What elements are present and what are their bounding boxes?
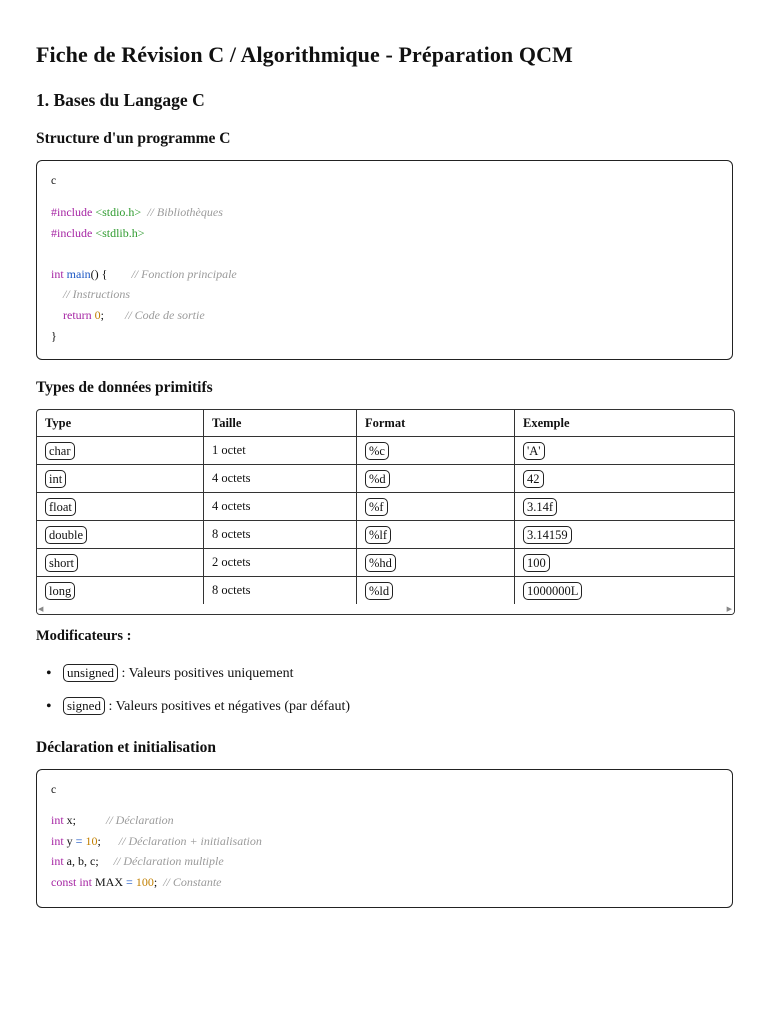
code-token: const [51, 874, 77, 889]
code-comment: // Fonction principale [131, 266, 237, 281]
code-content [51, 810, 262, 892]
inline-code: %d [365, 470, 390, 488]
list-item [46, 664, 350, 697]
table-cell [37, 437, 204, 465]
table-cell: 8 octets [204, 521, 357, 549]
inline-code: 100 [523, 554, 550, 572]
table-cell [515, 465, 735, 493]
code-comment: // Constante [163, 874, 222, 889]
code-token: x; [63, 813, 77, 827]
column-header: Taille [204, 410, 357, 437]
code-comment: // Déclaration multiple [113, 854, 224, 869]
code-comment: // Déclaration [106, 813, 174, 827]
code-token: y [63, 833, 76, 848]
table-cell [37, 465, 204, 493]
table-cell: 2 octets [204, 549, 357, 577]
modifiers-heading: Modificateurs : [36, 628, 132, 644]
table-cell: 1 octet [204, 437, 357, 465]
table-cell [515, 549, 735, 577]
code-token: ; [97, 833, 101, 848]
table-cell [515, 521, 735, 549]
code-token: 10 [82, 833, 98, 848]
table-cell [37, 493, 204, 521]
list-item [46, 697, 350, 730]
table-cell: 4 octets [204, 465, 357, 493]
code-token: main [66, 266, 91, 281]
table-cell [515, 577, 735, 605]
code-token: = [126, 874, 133, 889]
code-content [51, 202, 237, 346]
table-cell [515, 437, 735, 465]
code-token: <stdio.h> [95, 205, 142, 219]
inline-code: %lf [365, 526, 391, 544]
code-token: int [51, 854, 64, 869]
code-token: #include [51, 225, 93, 240]
code-comment: // Bibliothèques [147, 205, 223, 219]
inline-code: 3.14159 [523, 526, 572, 544]
inline-code: float [45, 498, 76, 516]
table-cell [357, 521, 515, 549]
code-language-label: c [51, 175, 57, 187]
inline-code: double [45, 526, 87, 544]
subheading-structure: Structure d'un programme C [36, 130, 231, 147]
code-token: 100 [132, 874, 154, 889]
subheading-types: Types de données primitifs [36, 379, 213, 396]
code-comment: // Déclaration + initialisation [118, 833, 262, 848]
scroll-left-icon[interactable]: ◀ [38, 605, 44, 613]
page-title: Fiche de Révision C / Algorithmique - Préparation QCM [36, 42, 573, 67]
inline-code: 1000000L [523, 582, 582, 600]
code-token: int [51, 813, 64, 827]
code-token: ; [153, 874, 158, 889]
inline-code: signed [63, 697, 105, 715]
code-token: = [75, 833, 83, 848]
inline-code: %f [365, 498, 388, 516]
inline-code: %ld [365, 582, 393, 600]
column-header: Format [357, 410, 515, 437]
list-item-text: : Valeurs positives et négatives (par défaut) [104, 699, 351, 714]
code-token: ; [100, 307, 104, 322]
table-cell [37, 577, 204, 605]
code-token: int [51, 833, 64, 848]
code-token: return [63, 307, 92, 322]
inline-code: long [45, 582, 75, 600]
inline-code: short [45, 554, 78, 572]
inline-code: %c [365, 442, 389, 460]
inline-code: 3.14f [523, 498, 557, 516]
code-comment: // Code de sortie [125, 307, 205, 322]
inline-code: %hd [365, 554, 396, 572]
table-cell [357, 549, 515, 577]
section-heading-bases: 1. Bases du Langage C [36, 90, 205, 110]
table-cell [515, 493, 735, 521]
table-cell [37, 549, 204, 577]
code-block-declaration [36, 769, 733, 908]
table-row [37, 437, 734, 465]
code-token: } [51, 328, 57, 343]
code-token: () { [90, 266, 108, 281]
code-comment: // Instructions [63, 287, 131, 302]
table-cell: 8 octets [204, 577, 357, 605]
code-token: 0 [94, 307, 101, 322]
code-token: a, b, c; [63, 854, 99, 869]
table-cell [37, 521, 204, 549]
inline-code: 'A' [523, 442, 545, 460]
horizontal-scrollbar[interactable] [37, 604, 734, 614]
subheading-declaration: Déclaration et initialisation [36, 739, 216, 756]
code-token: MAX [92, 874, 127, 889]
code-token: int [51, 266, 64, 281]
table-row [37, 493, 734, 521]
list-item-text: : Valeurs positives uniquement [117, 666, 294, 681]
table-cell [357, 577, 515, 605]
table-header-row [37, 410, 734, 437]
table-cell [357, 465, 515, 493]
table-cell [357, 437, 515, 465]
table-row [37, 577, 734, 605]
inline-code: 42 [523, 470, 544, 488]
modifiers-list [46, 664, 350, 730]
types-table [36, 409, 735, 615]
table-cell: 4 octets [204, 493, 357, 521]
column-header: Type [37, 410, 204, 437]
scroll-right-icon[interactable]: ▶ [726, 605, 732, 613]
code-block-structure [36, 160, 733, 360]
inline-code: char [45, 442, 75, 460]
table-row [37, 465, 734, 493]
table-row [37, 521, 734, 549]
code-token: <stdlib.h> [95, 225, 145, 240]
inline-code: unsigned [63, 664, 118, 682]
table-cell [357, 493, 515, 521]
column-header: Exemple [515, 410, 735, 437]
code-language-label: c [51, 784, 57, 796]
table-row [37, 549, 734, 577]
code-token: int [76, 874, 93, 889]
code-token: #include [51, 205, 93, 219]
inline-code: int [45, 470, 66, 488]
